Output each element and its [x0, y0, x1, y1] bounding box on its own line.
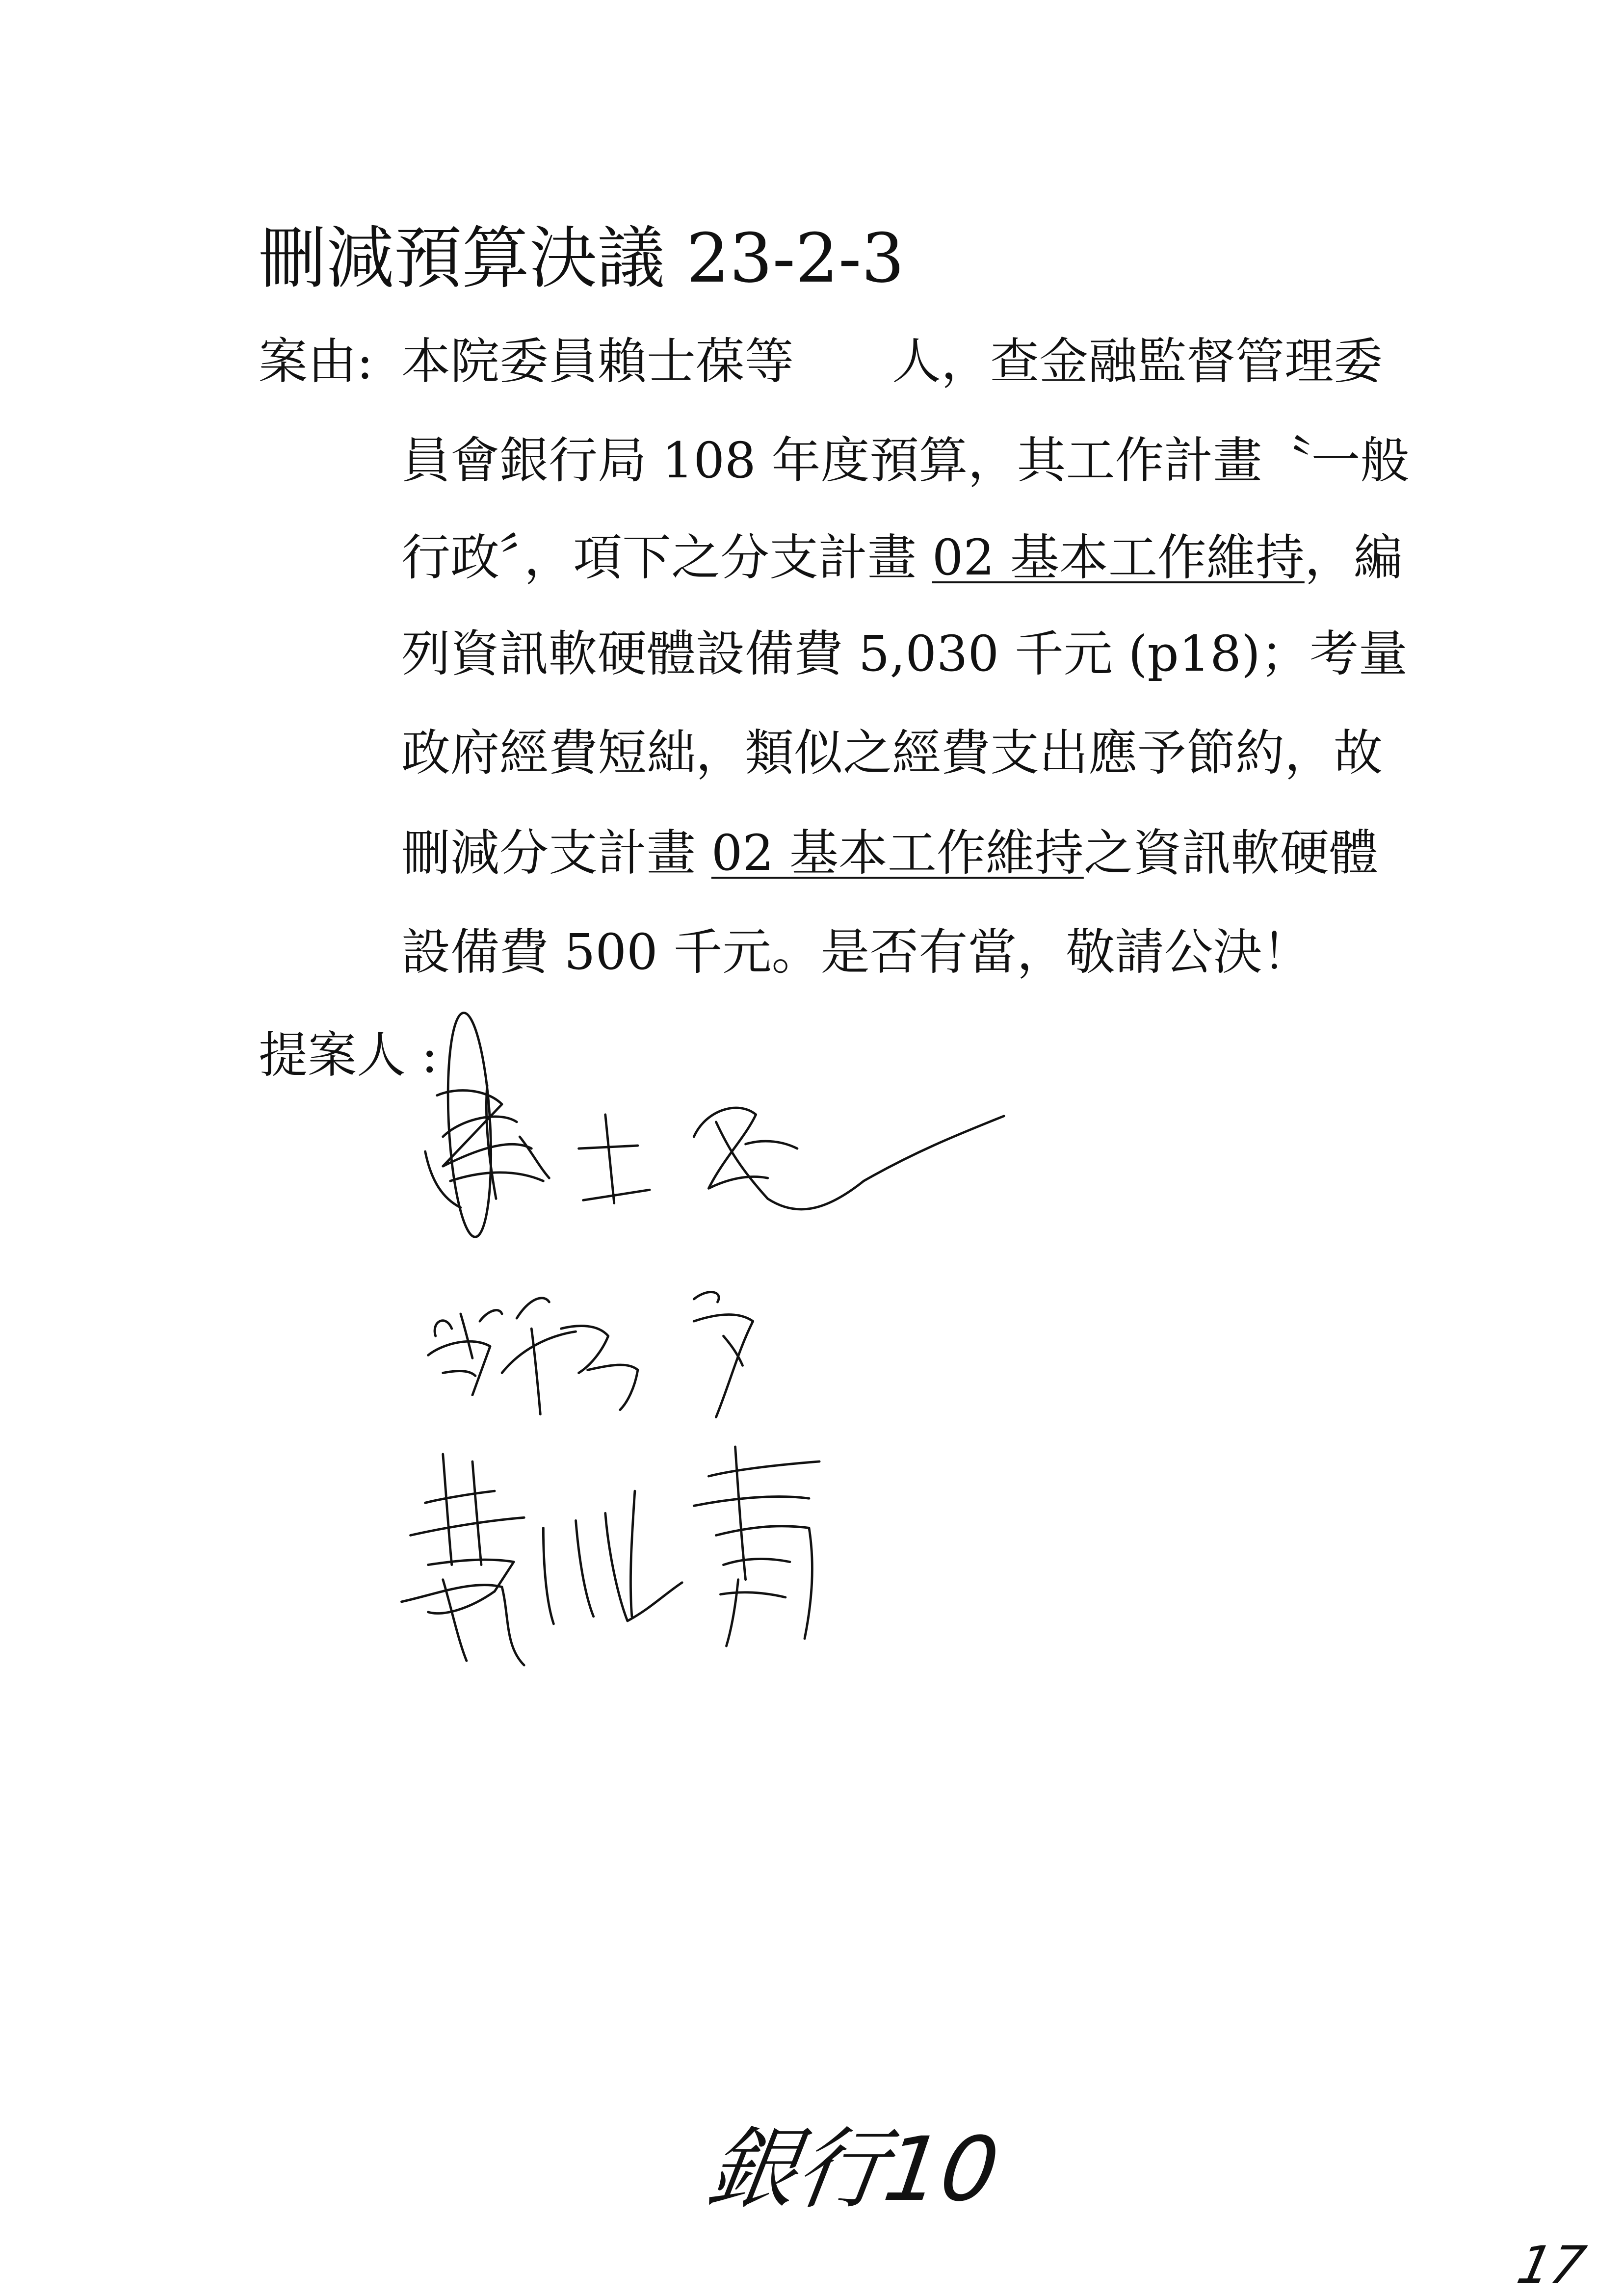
- body-text: ，編: [1304, 529, 1403, 586]
- underlined-program-name: 02 基本工作維持: [932, 529, 1305, 586]
- underlined-program-name: 02 基本工作維持: [711, 824, 1084, 882]
- body-line-6: [401, 824, 1378, 882]
- signature-1: [425, 1012, 1004, 1238]
- body-line-5: [401, 724, 1383, 782]
- document-title: 刪減預算決議 23-2-3: [259, 219, 905, 298]
- body-text: 設備費 500 千元。是否有當，敬請公決！: [401, 923, 1311, 981]
- body-text: 本院委員賴士葆等 人，查金融監督管理委: [401, 333, 1383, 390]
- proposer-label: 提案人 :: [259, 1026, 438, 1084]
- body-line-2: [401, 432, 1410, 489]
- body-text: 員會銀行局 108 年度預算，其工作計畫〝一般: [401, 432, 1410, 489]
- handwritten-note: 銀行10: [701, 2118, 1005, 2221]
- body-text: 政府經費短絀，類似之經費支出應予節約，故: [401, 724, 1383, 782]
- body-text: 之資訊軟硬體: [1083, 824, 1378, 882]
- body-line-4: [401, 625, 1408, 682]
- reason-label: 案由:: [259, 333, 373, 390]
- signature-2: [428, 1292, 753, 1417]
- page-number: 17: [1512, 2235, 1591, 2295]
- body-line-1: [401, 333, 1383, 390]
- signature-3: [401, 1447, 819, 1665]
- body-text: 刪減分支計畫: [401, 824, 711, 882]
- body-text: 行政〞，項下之分支計畫: [401, 529, 932, 586]
- body-text: 列資訊軟硬體設備費 5,030 千元 (p18)；考量: [401, 625, 1408, 682]
- body-line-7: [401, 923, 1311, 981]
- body-line-3: [401, 529, 1403, 586]
